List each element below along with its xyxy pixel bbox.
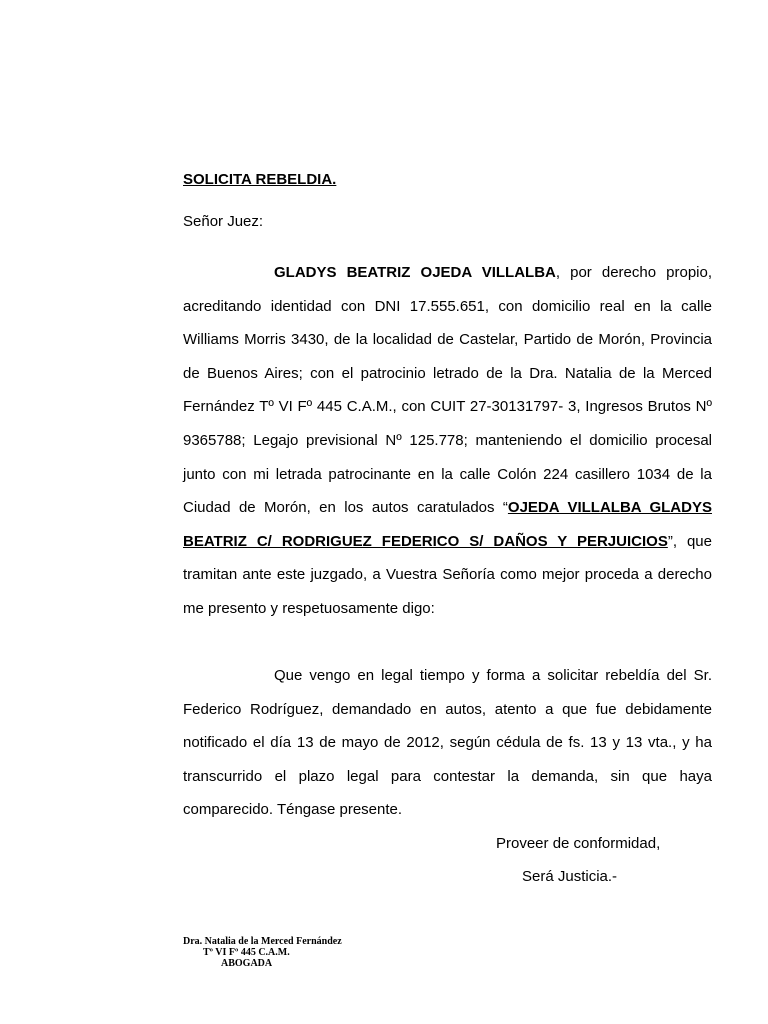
closing-line-2: Será Justicia.- <box>522 868 618 885</box>
salutation: Señor Juez: <box>183 213 264 230</box>
party-name: GLADYS BEATRIZ OJEDA VILLALBA <box>274 264 556 281</box>
signature-registration: Tº VI Fº 445 C.A.M. <box>203 947 290 958</box>
paragraph-presentation <box>183 256 712 626</box>
signature-block <box>183 936 342 969</box>
signature-title: ABOGADA <box>221 958 273 969</box>
paragraph-request: Que vengo en legal tiempo y forma a solicitar rebeldía del Sr. Federico Rodríguez, demandado en autos, atento a que fue debidamente notificado el día 13 de mayo de 2012, según cédula de fs. 13 y 13 vta., y ha transcurrido el plazo legal para contestar la demanda, sin que haya comparecido. Téngase presente. <box>183 667 712 819</box>
signature-name: Dra. Natalia de la Merced Fernández <box>183 936 342 947</box>
case-title: OJEDA VILLALBA GLADYS BEATRIZ C/ RODRIGUEZ FEDERICO S/ DAÑOS Y PERJUICIOS <box>183 499 712 550</box>
paragraph-text-b: ”, que tramitan ante este juzgado, a Vuestra Señoría como mejor proceda a derecho me presento y respetuosamente digo: <box>183 532 712 617</box>
document-page <box>183 0 712 1024</box>
document-title: SOLICITA REBELDIA. <box>183 171 337 188</box>
closing-line-1: Proveer de conformidad, <box>496 835 661 852</box>
paragraph-text-a: , por derecho propio, acreditando identidad con DNI 17.555.651, con domicilio real en la calle Williams Morris 3430, de la localidad de Castelar, Partido de Morón, Provincia de Buenos Aires; con el patrocinio letrado de la Dra. Natalia de la Merced Fernández Tº VI Fº 445 C.A.M., con CUIT 27-30131797- 3, Ingresos Brutos Nº 9365788; Legajo previsional Nº 125.778; manteniendo el domicilio procesal junto con mi letrada patrocinante en la calle Colón 224 casillero 1034 de la Ciudad de Morón, en los autos caratulados “ <box>183 264 712 517</box>
